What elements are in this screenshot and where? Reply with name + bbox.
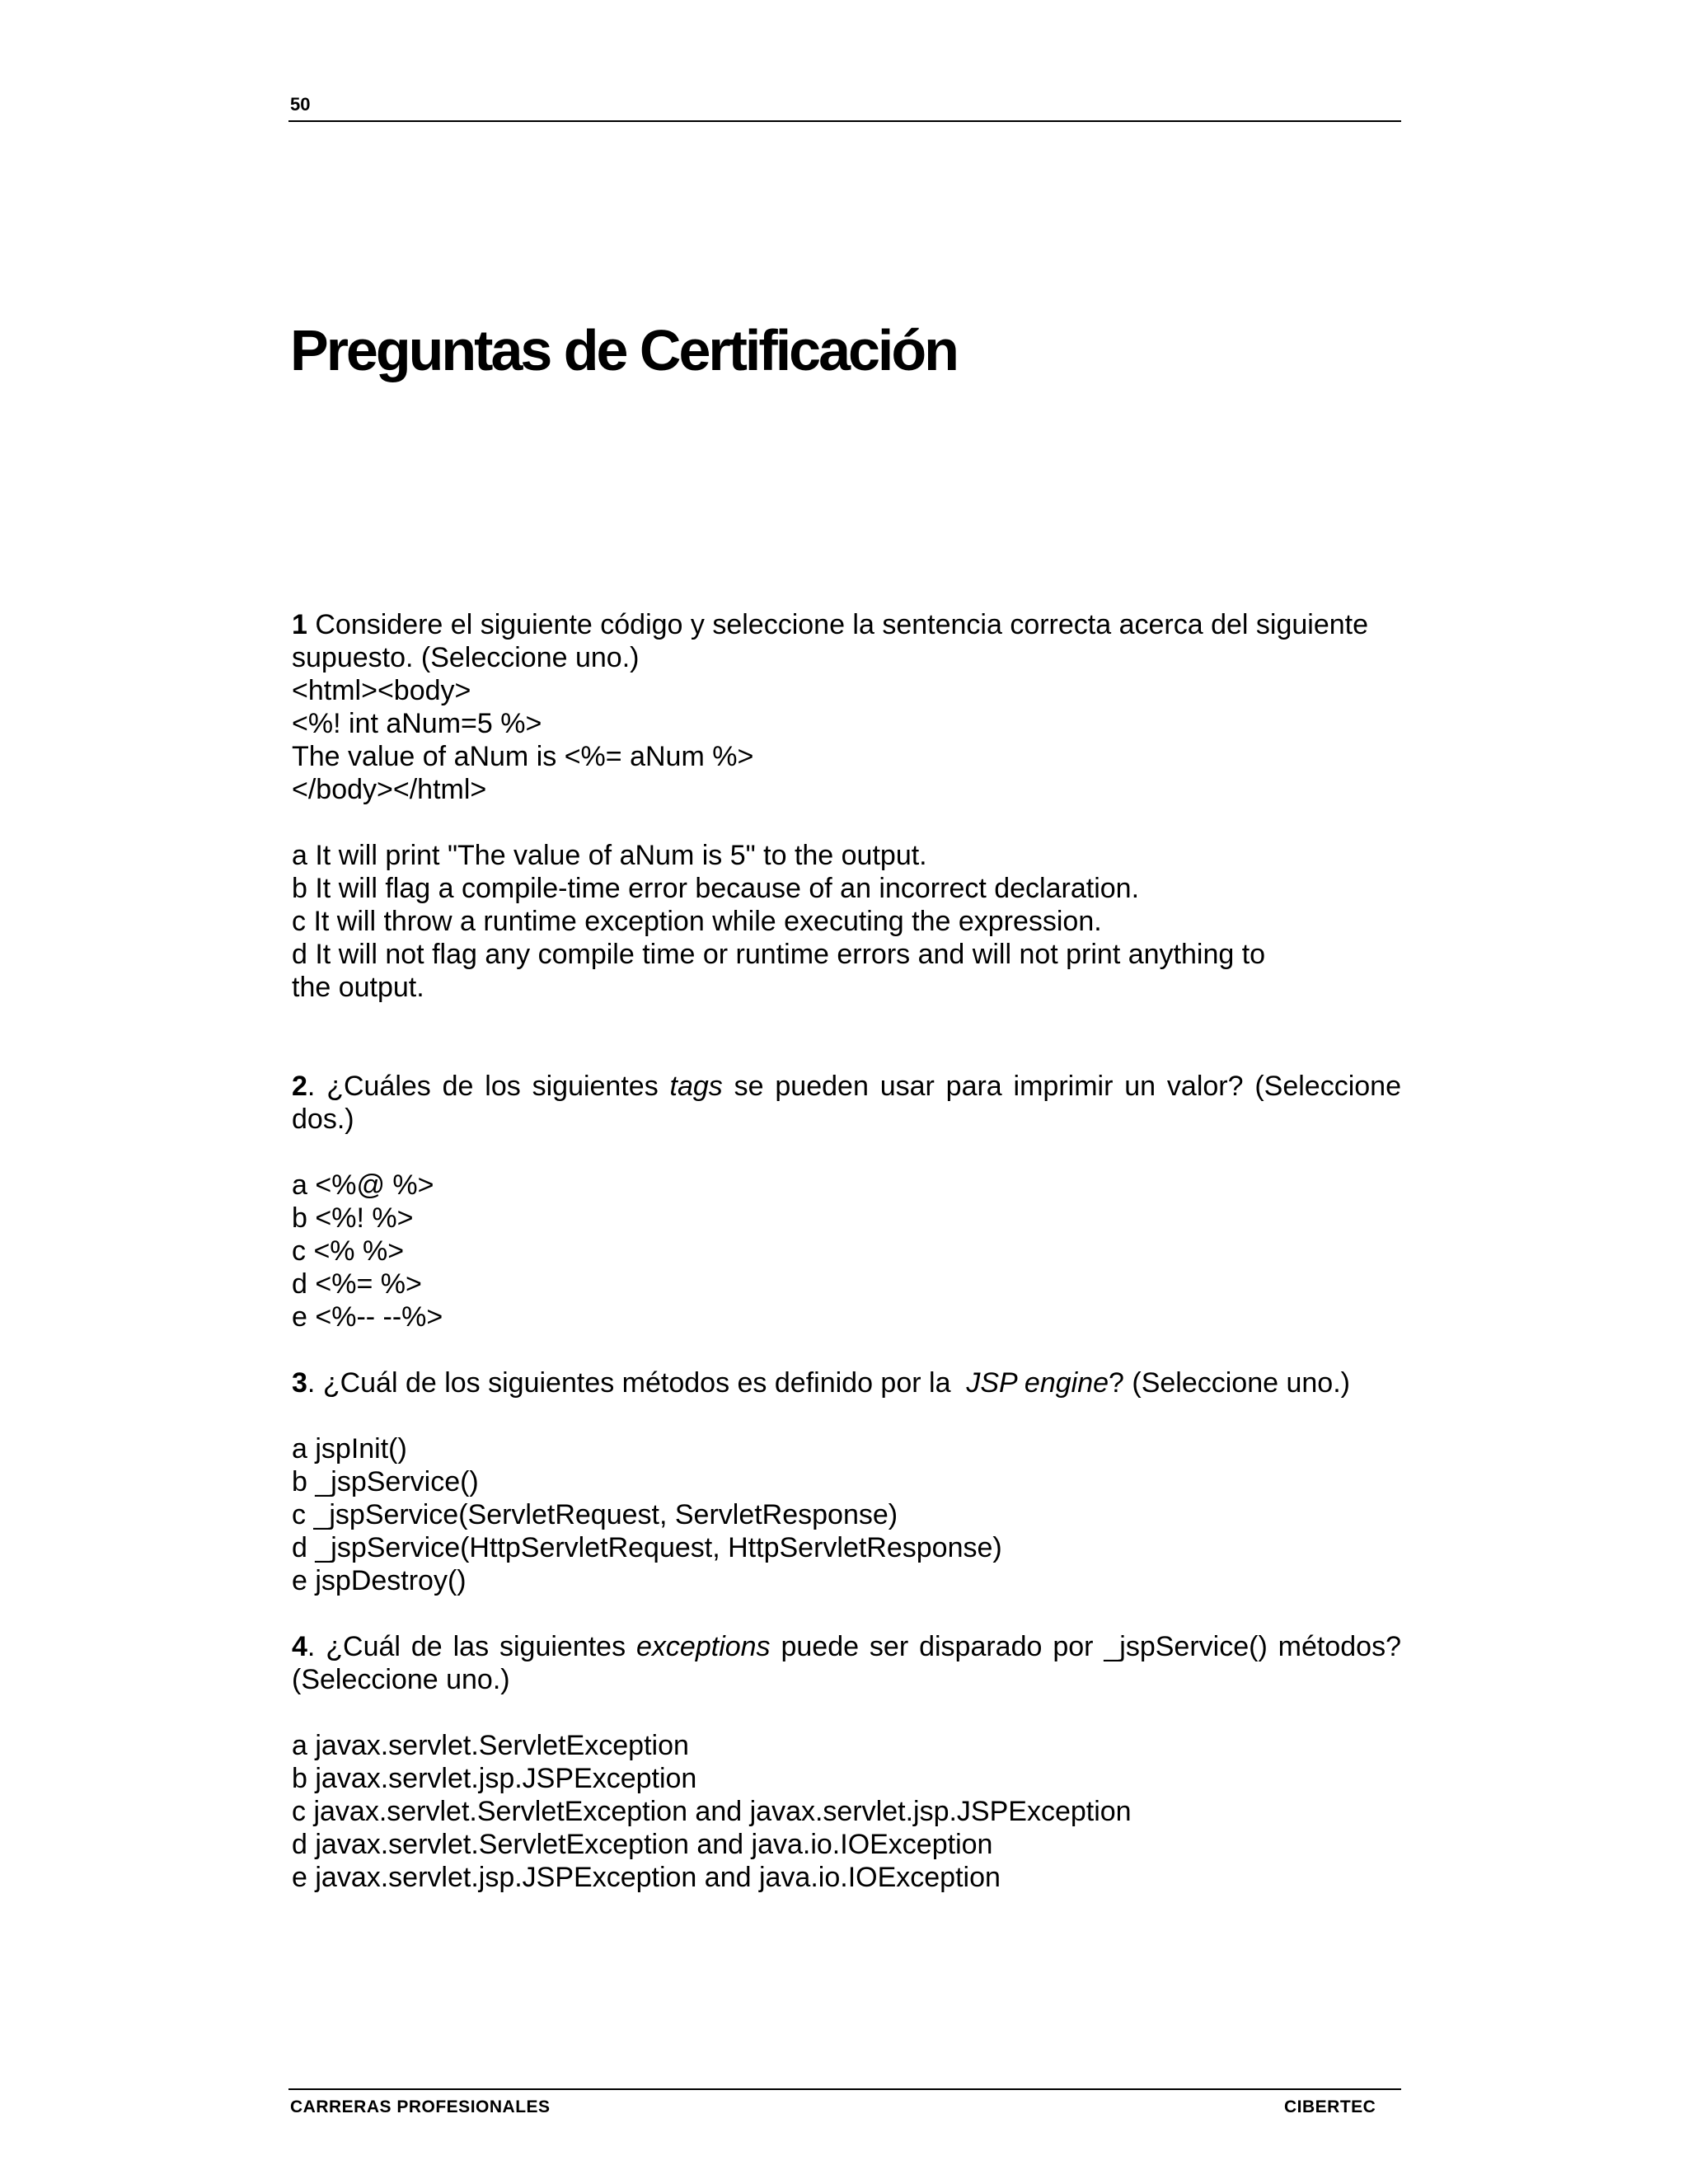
answer-option: d _jspService(HttpServletRequest, HttpServletResponse) (292, 1532, 1002, 1563)
answer-option: a javax.servlet.ServletException (292, 1730, 689, 1761)
footer-left-label: CARRERAS PROFESIONALES (290, 2097, 551, 2116)
footer-right-label: CIBERTEC (1284, 2097, 1376, 2116)
answer-option: e <%-- --%> (292, 1301, 443, 1333)
page-number: 50 (290, 94, 311, 115)
code-line: </body></html> (292, 774, 487, 805)
answer-option: d It will not flag any compile time or runtime errors and will not print anything to (292, 939, 1266, 970)
answer-option: b <%! %> (292, 1202, 414, 1234)
answer-option: e javax.servlet.jsp.JSPException and java.io.IOException (292, 1862, 1001, 1893)
header-rule (288, 120, 1401, 122)
question-3 (292, 1366, 1401, 1597)
code-line: <%! int aNum=5 %> (292, 708, 542, 739)
answer-option: c <% %> (292, 1235, 405, 1267)
answer-option: b It will flag a compile-time error because of an incorrect declaration. (292, 873, 1140, 904)
page-title: Preguntas de Certificación (290, 318, 957, 382)
question-4 (292, 1630, 1401, 1894)
answer-option: c javax.servlet.ServletException and javax.servlet.jsp.JSPException (292, 1796, 1132, 1827)
answer-option: e jspDestroy() (292, 1565, 467, 1596)
question-3-number: 3 (292, 1367, 307, 1399)
question-3-stem: 3. ¿Cuál de los siguientes métodos es definido por la JSP engine? (Seleccione uno.) (292, 1367, 1350, 1399)
question-2-stem-line2: dos.) (292, 1104, 354, 1135)
answer-option: c It will throw a runtime exception while executing the expression. (292, 906, 1102, 937)
question-1-stem (292, 608, 1401, 641)
answer-option: c _jspService(ServletRequest, ServletResponse) (292, 1499, 898, 1530)
questions (292, 608, 1401, 1894)
code-line: <html><body> (292, 675, 471, 706)
question-2-number: 2 (292, 1071, 307, 1102)
question-1-text: Considere el siguiente código y seleccione la sentencia correcta acerca del siguiente (307, 609, 1369, 640)
footer-rule (288, 2088, 1401, 2090)
answer-option: a It will print "The value of aNum is 5" to the output. (292, 840, 927, 871)
question-1 (292, 608, 1401, 1004)
question-4-stem: 4. ¿Cuál de las siguientes exceptions puede ser disparado por _jspService() métodos? (292, 1631, 1401, 1662)
answer-option: a <%@ %> (292, 1169, 434, 1201)
question-4-number: 4 (292, 1631, 307, 1662)
question-4-stem-line2: (Seleccione uno.) (292, 1664, 510, 1695)
question-1-stem-line2: supuesto. (Seleccione uno.) (292, 642, 640, 673)
answer-option: d <%= %> (292, 1268, 422, 1300)
answer-option: b javax.servlet.jsp.JSPException (292, 1763, 697, 1794)
question-1-number: 1 (292, 609, 307, 640)
question-2-stem: 2. ¿Cuáles de los siguientes tags se pueden usar para imprimir un valor? (Seleccione (292, 1071, 1401, 1102)
answer-option-continued: the output. (292, 972, 424, 1003)
code-line: The value of aNum is <%= aNum %> (292, 741, 754, 772)
answer-option: b _jspService() (292, 1466, 479, 1497)
question-2 (292, 1070, 1401, 1333)
answer-option: d javax.servlet.ServletException and java.io.IOException (292, 1829, 993, 1860)
answer-option: a jspInit() (292, 1433, 407, 1465)
